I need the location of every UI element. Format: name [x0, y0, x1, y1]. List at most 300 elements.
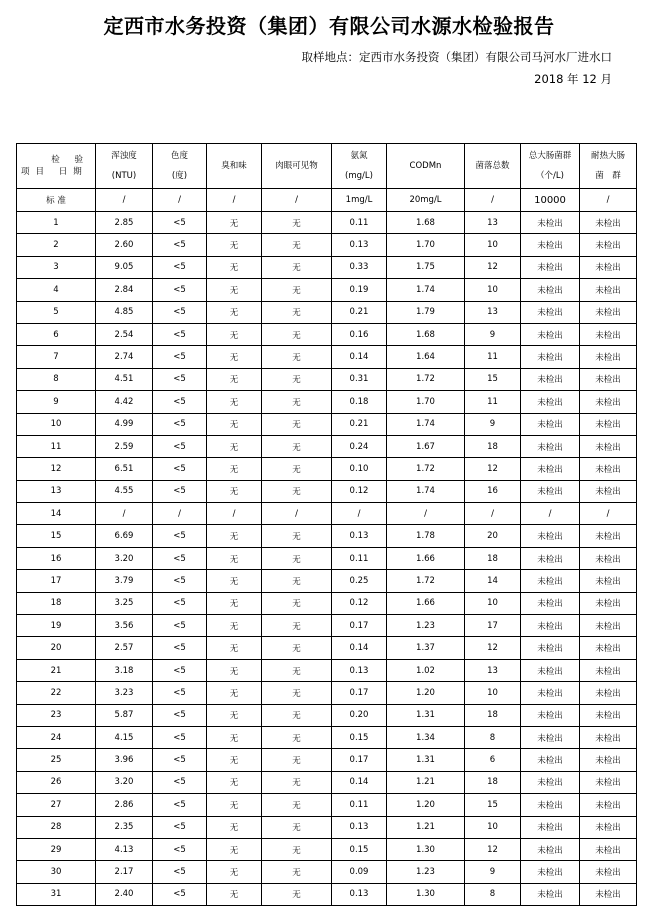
table-cell: 未检出: [521, 771, 580, 793]
table-cell: 0.10: [332, 458, 387, 480]
table-cell: 无: [262, 771, 332, 793]
standard-cell: /: [580, 189, 637, 212]
column-header: 浑浊度 (NTU): [96, 144, 153, 189]
table-cell: 无: [207, 592, 262, 614]
table-row: [17, 435, 637, 457]
table-cell: 无: [207, 883, 262, 905]
table-cell: 无: [262, 368, 332, 390]
table-cell: 0.11: [332, 547, 387, 569]
table-cell: 11: [465, 346, 521, 368]
table-cell: 无: [262, 704, 332, 726]
table-cell: 0.13: [332, 816, 387, 838]
table-cell: 18: [465, 704, 521, 726]
table-cell: 1.74: [387, 413, 465, 435]
column-header: 总大肠菌群 （个/L): [521, 144, 580, 189]
table-cell: 未检出: [521, 838, 580, 860]
table-cell: 2.57: [96, 637, 153, 659]
table-cell: 3.23: [96, 682, 153, 704]
table-cell: 未检出: [580, 637, 637, 659]
table-cell: 未检出: [521, 458, 580, 480]
table-cell: 0.11: [332, 212, 387, 234]
table-cell: 2.59: [96, 435, 153, 457]
table-cell: 1.23: [387, 615, 465, 637]
table-cell: 未检出: [580, 838, 637, 860]
table-cell: 无: [207, 368, 262, 390]
day-cell: 19: [17, 615, 96, 637]
standard-label: 标 准: [17, 189, 96, 212]
table-cell: 3.18: [96, 659, 153, 681]
table-cell: 0.11: [332, 794, 387, 816]
table-cell: 0.13: [332, 234, 387, 256]
table-row: [17, 615, 637, 637]
table-row: [17, 771, 637, 793]
table-cell: 1.68: [387, 323, 465, 345]
table-cell: <5: [153, 256, 207, 278]
day-cell: 11: [17, 435, 96, 457]
column-header: 氨氮 (mg/L): [332, 144, 387, 189]
table-cell: 2.84: [96, 279, 153, 301]
table-cell: <5: [153, 301, 207, 323]
table-cell: 未检出: [521, 659, 580, 681]
table-cell: 无: [207, 682, 262, 704]
table-cell: 0.13: [332, 883, 387, 905]
table-cell: 4.51: [96, 368, 153, 390]
table-cell: 16: [465, 480, 521, 502]
table-row: [17, 256, 637, 278]
table-cell: 未检出: [580, 346, 637, 368]
table-cell: 17: [465, 615, 521, 637]
table-cell: <5: [153, 212, 207, 234]
table-cell: 无: [262, 391, 332, 413]
standard-cell: /: [153, 189, 207, 212]
table-cell: 未检出: [521, 861, 580, 883]
standard-cell: 1mg/L: [332, 189, 387, 212]
table-cell: 0.15: [332, 838, 387, 860]
table-cell: 12: [465, 838, 521, 860]
table-body: [17, 212, 637, 906]
standard-cell: /: [465, 189, 521, 212]
table-cell: 未检出: [580, 861, 637, 883]
table-cell: <5: [153, 547, 207, 569]
table-cell: 10: [465, 592, 521, 614]
table-cell: 1.64: [387, 346, 465, 368]
table-cell: 1.70: [387, 391, 465, 413]
day-cell: 4: [17, 279, 96, 301]
day-cell: 6: [17, 323, 96, 345]
table-cell: 1.21: [387, 816, 465, 838]
table-cell: 未检出: [580, 682, 637, 704]
table-cell: /: [153, 503, 207, 525]
table-cell: 无: [207, 458, 262, 480]
table-cell: 未检出: [521, 637, 580, 659]
table-row: [17, 480, 637, 502]
table-cell: 未检出: [521, 592, 580, 614]
column-header: 菌落总数: [465, 144, 521, 189]
table-cell: <5: [153, 771, 207, 793]
table-cell: 4.99: [96, 413, 153, 435]
table-row: [17, 659, 637, 681]
table-cell: 0.17: [332, 615, 387, 637]
table-cell: 1.78: [387, 525, 465, 547]
day-cell: 10: [17, 413, 96, 435]
table-cell: <5: [153, 525, 207, 547]
table-cell: 未检出: [580, 816, 637, 838]
table-cell: <5: [153, 458, 207, 480]
table-cell: 未检出: [521, 794, 580, 816]
table-cell: 未检出: [521, 234, 580, 256]
column-header: 耐热大肠 菌 群: [580, 144, 637, 189]
table-cell: 3.20: [96, 771, 153, 793]
table-cell: 无: [262, 234, 332, 256]
standard-cell: /: [262, 189, 332, 212]
day-cell: 20: [17, 637, 96, 659]
table-cell: <5: [153, 659, 207, 681]
table-cell: 无: [207, 637, 262, 659]
table-row: [17, 883, 637, 905]
table-cell: /: [207, 503, 262, 525]
table-cell: <5: [153, 637, 207, 659]
table-cell: 未检出: [521, 301, 580, 323]
table-cell: 10: [465, 816, 521, 838]
table-cell: 3.25: [96, 592, 153, 614]
table-cell: 无: [262, 480, 332, 502]
table-cell: 无: [262, 547, 332, 569]
table-cell: 2.54: [96, 323, 153, 345]
table-cell: 12: [465, 458, 521, 480]
table-cell: 无: [262, 682, 332, 704]
sampling-site: 取样地点：定西市水务投资（集团）有限公司马河水厂进水口: [301, 50, 612, 64]
table-cell: /: [387, 503, 465, 525]
standard-cell: /: [96, 189, 153, 212]
table-cell: 4.13: [96, 838, 153, 860]
table-row: [17, 816, 637, 838]
table-cell: 无: [262, 256, 332, 278]
table-cell: 无: [207, 525, 262, 547]
table-cell: 2.35: [96, 816, 153, 838]
table-cell: <5: [153, 615, 207, 637]
standard-row: [17, 189, 637, 212]
table-cell: 无: [207, 659, 262, 681]
table-cell: 未检出: [580, 391, 637, 413]
table-cell: 0.13: [332, 659, 387, 681]
table-cell: 3.20: [96, 547, 153, 569]
standard-cell: 20mg/L: [387, 189, 465, 212]
table-cell: 无: [262, 458, 332, 480]
table-cell: 1.72: [387, 570, 465, 592]
table-cell: 未检出: [580, 413, 637, 435]
table-cell: 未检出: [580, 212, 637, 234]
table-row: [17, 391, 637, 413]
table-cell: <5: [153, 726, 207, 748]
table-cell: <5: [153, 816, 207, 838]
table-cell: 2.40: [96, 883, 153, 905]
table-cell: 0.19: [332, 279, 387, 301]
table-cell: 0.14: [332, 346, 387, 368]
standard-cell: 10000: [521, 189, 580, 212]
table-cell: 无: [207, 413, 262, 435]
table-cell: 未检出: [521, 279, 580, 301]
day-cell: 23: [17, 704, 96, 726]
table-cell: <5: [153, 435, 207, 457]
table-cell: 12: [465, 256, 521, 278]
table-cell: 未检出: [521, 480, 580, 502]
table-cell: 无: [207, 435, 262, 457]
table-cell: 0.31: [332, 368, 387, 390]
table-cell: 1.34: [387, 726, 465, 748]
table-cell: /: [262, 503, 332, 525]
table-cell: 1.23: [387, 861, 465, 883]
table-cell: 未检出: [580, 883, 637, 905]
table-cell: 0.09: [332, 861, 387, 883]
table-cell: 无: [262, 615, 332, 637]
day-cell: 13: [17, 480, 96, 502]
table-cell: 无: [262, 659, 332, 681]
table-cell: <5: [153, 323, 207, 345]
day-cell: 31: [17, 883, 96, 905]
table-cell: 无: [262, 794, 332, 816]
table-cell: 未检出: [580, 323, 637, 345]
table-cell: 未检出: [580, 279, 637, 301]
table-cell: 无: [207, 301, 262, 323]
table-cell: 无: [262, 346, 332, 368]
day-cell: 3: [17, 256, 96, 278]
table-cell: 13: [465, 659, 521, 681]
table-cell: 0.14: [332, 771, 387, 793]
table-row: [17, 279, 637, 301]
table-cell: 未检出: [521, 816, 580, 838]
table-cell: 1.31: [387, 749, 465, 771]
table-cell: 0.20: [332, 704, 387, 726]
table-cell: 1.68: [387, 212, 465, 234]
table-cell: 无: [207, 570, 262, 592]
table-cell: 2.74: [96, 346, 153, 368]
table-cell: 无: [262, 726, 332, 748]
table-cell: 未检出: [580, 547, 637, 569]
header-row: [17, 144, 637, 189]
table-cell: 无: [262, 279, 332, 301]
table-cell: 3.96: [96, 749, 153, 771]
table-cell: 未检出: [521, 346, 580, 368]
table-cell: 13: [465, 301, 521, 323]
table-row: [17, 503, 637, 525]
day-cell: 1: [17, 212, 96, 234]
table-cell: 无: [207, 749, 262, 771]
table-cell: 未检出: [580, 480, 637, 502]
table-cell: 0.16: [332, 323, 387, 345]
table-cell: 0.33: [332, 256, 387, 278]
table-cell: /: [521, 503, 580, 525]
report-title: 定西市水务投资（集团）有限公司水源水检验报告: [103, 14, 555, 38]
table-cell: 18: [465, 435, 521, 457]
day-cell: 24: [17, 726, 96, 748]
table-cell: 无: [207, 323, 262, 345]
table-cell: 无: [262, 323, 332, 345]
table-cell: <5: [153, 794, 207, 816]
table-cell: 无: [207, 726, 262, 748]
table-cell: 无: [207, 234, 262, 256]
table-cell: 无: [207, 346, 262, 368]
table-cell: 15: [465, 368, 521, 390]
table-cell: 无: [207, 615, 262, 637]
table-cell: 未检出: [580, 659, 637, 681]
table-cell: 未检出: [580, 726, 637, 748]
table-row: [17, 346, 637, 368]
table-cell: <5: [153, 234, 207, 256]
table-cell: 1.75: [387, 256, 465, 278]
table-cell: 未检出: [521, 256, 580, 278]
table-cell: 3.79: [96, 570, 153, 592]
table-cell: 18: [465, 771, 521, 793]
table-row: [17, 749, 637, 771]
day-cell: 30: [17, 861, 96, 883]
column-header: 臭和味: [207, 144, 262, 189]
table-row: [17, 570, 637, 592]
day-cell: 22: [17, 682, 96, 704]
table-cell: 无: [207, 256, 262, 278]
table-cell: 未检出: [521, 413, 580, 435]
table-cell: 无: [207, 480, 262, 502]
table-cell: 无: [262, 592, 332, 614]
table-row: [17, 726, 637, 748]
table-cell: 未检出: [580, 794, 637, 816]
day-cell: 7: [17, 346, 96, 368]
table-cell: 无: [262, 861, 332, 883]
table-cell: 15: [465, 794, 521, 816]
table-cell: 无: [207, 279, 262, 301]
table-cell: 0.25: [332, 570, 387, 592]
table-cell: <5: [153, 480, 207, 502]
table-cell: <5: [153, 883, 207, 905]
column-header: 肉眼可见物: [262, 144, 332, 189]
table-cell: 无: [262, 749, 332, 771]
table-cell: 6.69: [96, 525, 153, 547]
table-cell: <5: [153, 838, 207, 860]
table-cell: /: [465, 503, 521, 525]
table-cell: 10: [465, 234, 521, 256]
table-cell: 未检出: [521, 570, 580, 592]
table-cell: 4.55: [96, 480, 153, 502]
table-cell: 0.18: [332, 391, 387, 413]
table-cell: 未检出: [580, 435, 637, 457]
table-cell: 1.67: [387, 435, 465, 457]
day-cell: 2: [17, 234, 96, 256]
table-cell: 无: [207, 816, 262, 838]
table-cell: 未检出: [521, 726, 580, 748]
table-cell: 2.85: [96, 212, 153, 234]
table-cell: 1.20: [387, 794, 465, 816]
table-cell: 1.72: [387, 458, 465, 480]
table-cell: 1.66: [387, 592, 465, 614]
table-cell: 8: [465, 883, 521, 905]
table-cell: 0.17: [332, 749, 387, 771]
table-row: [17, 458, 637, 480]
table-cell: 未检出: [521, 547, 580, 569]
day-cell: 14: [17, 503, 96, 525]
table-cell: 无: [262, 816, 332, 838]
table-cell: 未检出: [580, 458, 637, 480]
day-cell: 21: [17, 659, 96, 681]
table-cell: 13: [465, 212, 521, 234]
table-cell: 未检出: [580, 592, 637, 614]
table-cell: <5: [153, 570, 207, 592]
table-cell: 0.21: [332, 413, 387, 435]
table-cell: 8: [465, 726, 521, 748]
table-cell: 无: [262, 838, 332, 860]
table-cell: 未检出: [521, 368, 580, 390]
table-cell: <5: [153, 391, 207, 413]
column-header: CODMn: [387, 144, 465, 189]
table-cell: 3.56: [96, 615, 153, 637]
day-cell: 25: [17, 749, 96, 771]
table-cell: 未检出: [580, 234, 637, 256]
table-cell: 未检出: [521, 749, 580, 771]
table-cell: 6: [465, 749, 521, 771]
table-cell: 0.12: [332, 480, 387, 502]
table-cell: 无: [207, 794, 262, 816]
corner-top-label: 检 验: [51, 155, 89, 165]
table-cell: 0.14: [332, 637, 387, 659]
table-cell: <5: [153, 592, 207, 614]
table-row: [17, 413, 637, 435]
column-header: 色度 (度): [153, 144, 207, 189]
day-cell: 8: [17, 368, 96, 390]
table-cell: /: [96, 503, 153, 525]
day-cell: 26: [17, 771, 96, 793]
table-cell: 9: [465, 413, 521, 435]
table-cell: 2.60: [96, 234, 153, 256]
table-cell: 无: [207, 547, 262, 569]
table-cell: 1.30: [387, 838, 465, 860]
day-cell: 9: [17, 391, 96, 413]
table-cell: 9.05: [96, 256, 153, 278]
table-cell: 1.21: [387, 771, 465, 793]
table-cell: 未检出: [521, 615, 580, 637]
table-cell: 1.30: [387, 883, 465, 905]
table-cell: 未检出: [521, 883, 580, 905]
table-cell: 6.51: [96, 458, 153, 480]
table-cell: 无: [262, 212, 332, 234]
table-cell: 无: [207, 838, 262, 860]
day-cell: 12: [17, 458, 96, 480]
table-cell: 无: [207, 391, 262, 413]
table-row: [17, 592, 637, 614]
table-cell: 0.15: [332, 726, 387, 748]
table-cell: 0.12: [332, 592, 387, 614]
day-cell: 29: [17, 838, 96, 860]
table-cell: <5: [153, 279, 207, 301]
table-cell: 2.86: [96, 794, 153, 816]
table-cell: <5: [153, 368, 207, 390]
table-cell: 未检出: [580, 771, 637, 793]
table-cell: 10: [465, 279, 521, 301]
table-cell: 未检出: [521, 525, 580, 547]
table-row: [17, 234, 637, 256]
table-cell: 无: [262, 435, 332, 457]
table-cell: 未检出: [521, 704, 580, 726]
table-cell: <5: [153, 682, 207, 704]
table-row: [17, 323, 637, 345]
table-cell: 无: [262, 570, 332, 592]
table-cell: 无: [207, 861, 262, 883]
day-cell: 16: [17, 547, 96, 569]
table-cell: 未检出: [521, 435, 580, 457]
table-cell: 未检出: [580, 570, 637, 592]
table-cell: 无: [207, 212, 262, 234]
table-cell: 无: [262, 525, 332, 547]
table-cell: 4.42: [96, 391, 153, 413]
table-cell: 无: [262, 883, 332, 905]
day-cell: 5: [17, 301, 96, 323]
